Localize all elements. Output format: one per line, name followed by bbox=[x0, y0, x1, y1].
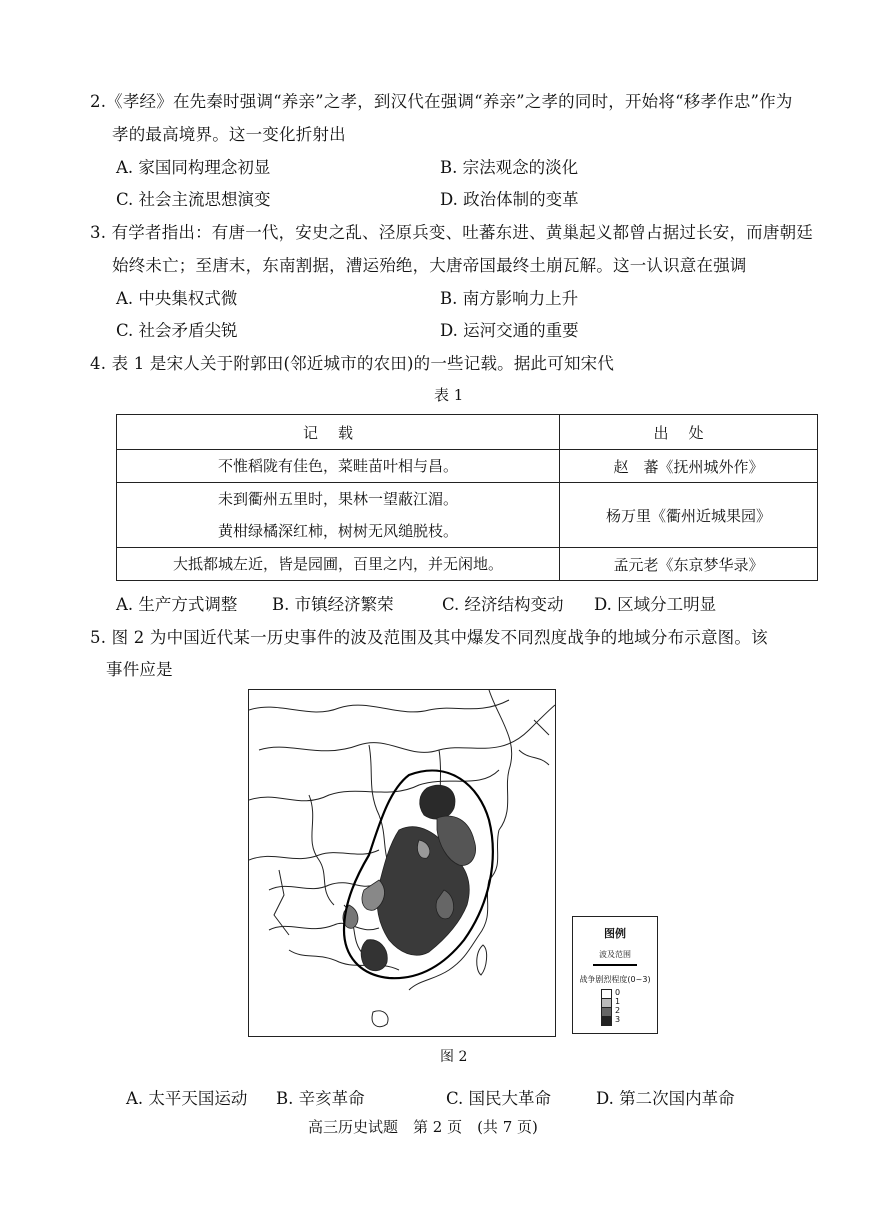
table-title: 表 1 bbox=[434, 386, 464, 404]
map-border bbox=[249, 700, 509, 712]
q5-option-b: B. 辛亥革命 bbox=[276, 1089, 365, 1108]
record-cell bbox=[117, 548, 560, 581]
table-header-source: 出处 bbox=[560, 415, 818, 450]
page-footer: 高三历史试题 第 2 页 (共 7 页) bbox=[308, 1118, 538, 1136]
table-row bbox=[117, 548, 818, 581]
china-map-figure bbox=[248, 689, 556, 1037]
q4-option-c: C. 经济结构变动 bbox=[442, 595, 564, 614]
legend-level: 1 bbox=[615, 997, 621, 1006]
map-legend bbox=[572, 916, 658, 1034]
q3-stem-line2: 始终未亡；至唐末，东南割据，漕运殆绝，大唐帝国最终土崩瓦解。这一认识意在强调 bbox=[112, 256, 747, 275]
q4-option-a: A. 生产方式调整 bbox=[116, 595, 238, 614]
map-illustration bbox=[249, 690, 555, 1036]
legend-intensity-label: 战争剧烈程度(0~3) bbox=[579, 975, 651, 984]
q2-option-b: B. 宗法观念的淡化 bbox=[440, 158, 579, 177]
q4-option-d: D. 区域分工明显 bbox=[594, 595, 717, 614]
legend-level: 3 bbox=[615, 1015, 621, 1024]
legend-level: 2 bbox=[615, 1006, 621, 1015]
q3-option-d: D. 运河交通的重要 bbox=[440, 321, 579, 340]
q5-stem-line2: 事件应是 bbox=[106, 660, 173, 679]
record-line: 黄柑绿橘深红柿，树树无风缒脱枝。 bbox=[217, 522, 458, 540]
legend-range-label: 波及范围 bbox=[599, 950, 631, 959]
q5-option-a: A. 太平天国运动 bbox=[126, 1089, 248, 1108]
figure-caption: 图 2 bbox=[440, 1049, 468, 1065]
table-header-record: 记载 bbox=[117, 415, 560, 450]
legend-level: 0 bbox=[615, 988, 621, 997]
q2-option-c: C. 社会主流思想演变 bbox=[116, 190, 271, 209]
table-row bbox=[117, 483, 818, 548]
map-border bbox=[489, 690, 512, 830]
table-row bbox=[117, 450, 818, 483]
q2-stem-line1: 2.《孝经》在先秦时强调“养亲”之孝，到汉代在强调“养亲”之孝的同时，开始将“移孝作忠”作为 bbox=[90, 92, 793, 111]
map-border bbox=[519, 720, 549, 765]
q2-option-a: A. 家国同构理念初显 bbox=[116, 158, 271, 177]
war-region-level3 bbox=[420, 785, 455, 819]
q5-option-c: C. 国民大革命 bbox=[446, 1089, 552, 1108]
hainan-island bbox=[372, 1011, 388, 1027]
record-cell bbox=[117, 450, 560, 483]
legend-swatch-3 bbox=[601, 1016, 612, 1026]
record-line: 未到衢州五里时，果林一望蔽江湄。 bbox=[217, 490, 458, 508]
legend-title: 图例 bbox=[604, 927, 626, 940]
q2-stem-line2: 孝的最高境界。这一变化折射出 bbox=[112, 125, 346, 144]
taiwan-island bbox=[477, 945, 487, 975]
q4-stem: 4. 表 1 是宋人关于附郭田(邻近城市的农田)的一些记载。据此可知宋代 bbox=[90, 354, 615, 373]
war-region-level3 bbox=[361, 940, 387, 971]
source-cell: 杨万里《衢州近城果园》 bbox=[560, 483, 818, 548]
records-table bbox=[116, 414, 818, 581]
q5-option-d: D. 第二次国内革命 bbox=[596, 1089, 735, 1108]
legend-range-line bbox=[593, 964, 637, 966]
map-border bbox=[274, 870, 289, 935]
q3-option-b: B. 南方影响力上升 bbox=[440, 289, 579, 308]
q3-option-a: A. 中央集权式微 bbox=[116, 289, 238, 308]
q3-option-c: C. 社会矛盾尖锐 bbox=[116, 321, 238, 340]
q2-option-d: D. 政治体制的变革 bbox=[440, 190, 579, 209]
source-cell: 孟元老《东京梦华录》 bbox=[560, 548, 818, 581]
source-cell: 赵 蕃《抚州城外作》 bbox=[560, 450, 818, 483]
map-border bbox=[249, 770, 499, 801]
record-line: 大抵都城左近，皆是园圃，百里之内，并无闲地。 bbox=[172, 555, 503, 573]
legend-scale bbox=[595, 989, 635, 1025]
map-border bbox=[269, 883, 374, 890]
q5-stem-line1: 5. 图 2 为中国近代某一历史事件的波及范围及其中爆发不同烈度战争的地域分布示意图。该 bbox=[90, 628, 768, 647]
q3-stem-line1: 3. 有学者指出：有唐一代，安史之乱、泾原兵变、吐蕃东进、黄巢起义都曾占据过长安，而唐朝廷 bbox=[90, 223, 813, 242]
record-cell bbox=[117, 483, 560, 548]
record-line: 不惟稻陇有佳色，菜畦苗叶相与昌。 bbox=[217, 457, 458, 475]
map-border bbox=[269, 923, 379, 930]
q4-option-b: B. 市镇经济繁荣 bbox=[272, 595, 394, 614]
